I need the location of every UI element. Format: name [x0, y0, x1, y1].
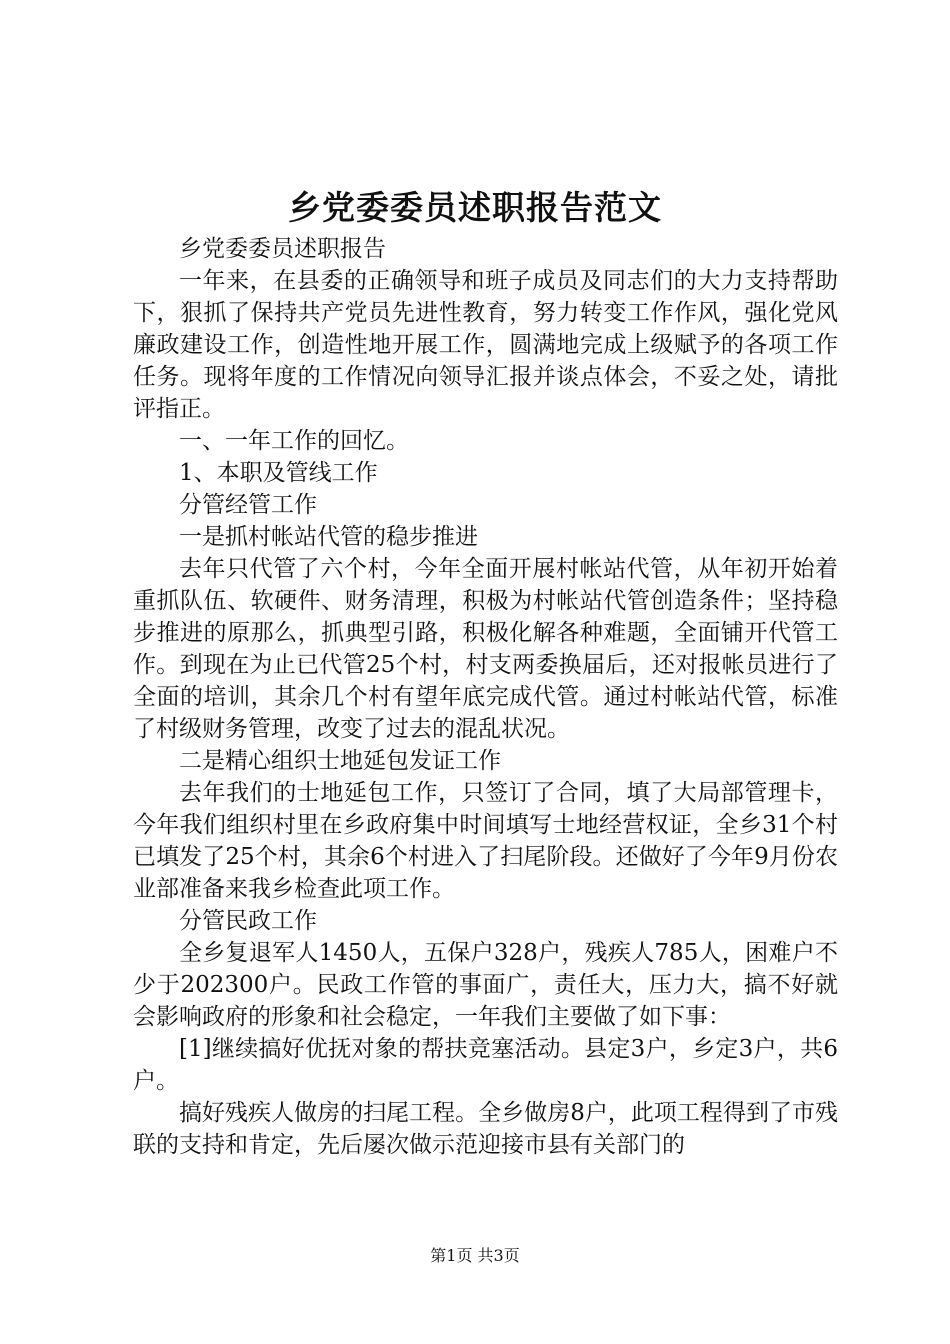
paragraph: 乡党委委员述职报告 [179, 236, 386, 262]
paragraph: 搞好残疾人做房的扫尾工程。全乡做房8户，此项工程得到了市残联的支持和肯定，先后屡次做示范迎接市县有关部门的 [133, 1100, 838, 1158]
subsection-heading: 分管民政工作 [179, 908, 317, 934]
document-title: 乡党委委员述职报告范文 [288, 188, 662, 227]
paragraph: 去年只代管了六个村，今年全面开展村帐站代管，从年初开始着重抓队伍、软硬件、财务清理，积极为村帐站代管创造条件；坚持稳步推进的原那么，抓典型引路，积极化解各种难题，全面铺开代管工作。到现在为止已代管25个村，村支两委换届后，还对报帐员进行了全面的培训，其余几个村有望年底完成代管。通过村帐站代管，标准了村级财务管理，改变了过去的混乱状况。 [133, 556, 838, 742]
subsection-heading: 1、本职及管线工作 [179, 460, 378, 486]
subsection-heading: 分管经管工作 [179, 492, 317, 518]
item-heading: 二是精心组织士地延包发证工作 [179, 748, 501, 774]
paragraph: 去年我们的士地延包工作，只签订了合同，填了大局部管理卡，今年我们组织村里在乡政府集中时间填写士地经营权证，全乡31个村已填发了25个村，其余6个村进入了扫尾阶段。还做好了今年9月份农业部准备来我乡检查此项工作。 [133, 780, 838, 902]
document-body [133, 233, 838, 1161]
paragraph: 全乡复退军人1450人，五保户328户，残疾人785人，困难户不少于202300户。民政工作管的事面广，责任大，压力大，搞不好就会影响政府的形象和社会稳定，一年我们主要做了如下事： [133, 940, 838, 1030]
paragraph: 一年来，在县委的正确领导和班子成员及同志们的大力支持帮助下，狠抓了保持共产党员先进性教育，努力转变工作作风，强化党风廉政建设工作，创造性地开展工作，圆满地完成上级赋予的各项工作任务。现将年度的工作情况向领导汇报并谈点体会，不妥之处，请批评指正。 [133, 268, 838, 422]
paragraph: [1]继续搞好优抚对象的帮扶竞塞活动。县定3户，乡定3户，共6户。 [133, 1036, 838, 1094]
item-heading: 一是抓村帐站代管的稳步推进 [179, 524, 478, 550]
page-number-footer: 第1页 共3页 [430, 1246, 520, 1265]
section-heading: 一、一年工作的回忆。 [179, 428, 409, 454]
